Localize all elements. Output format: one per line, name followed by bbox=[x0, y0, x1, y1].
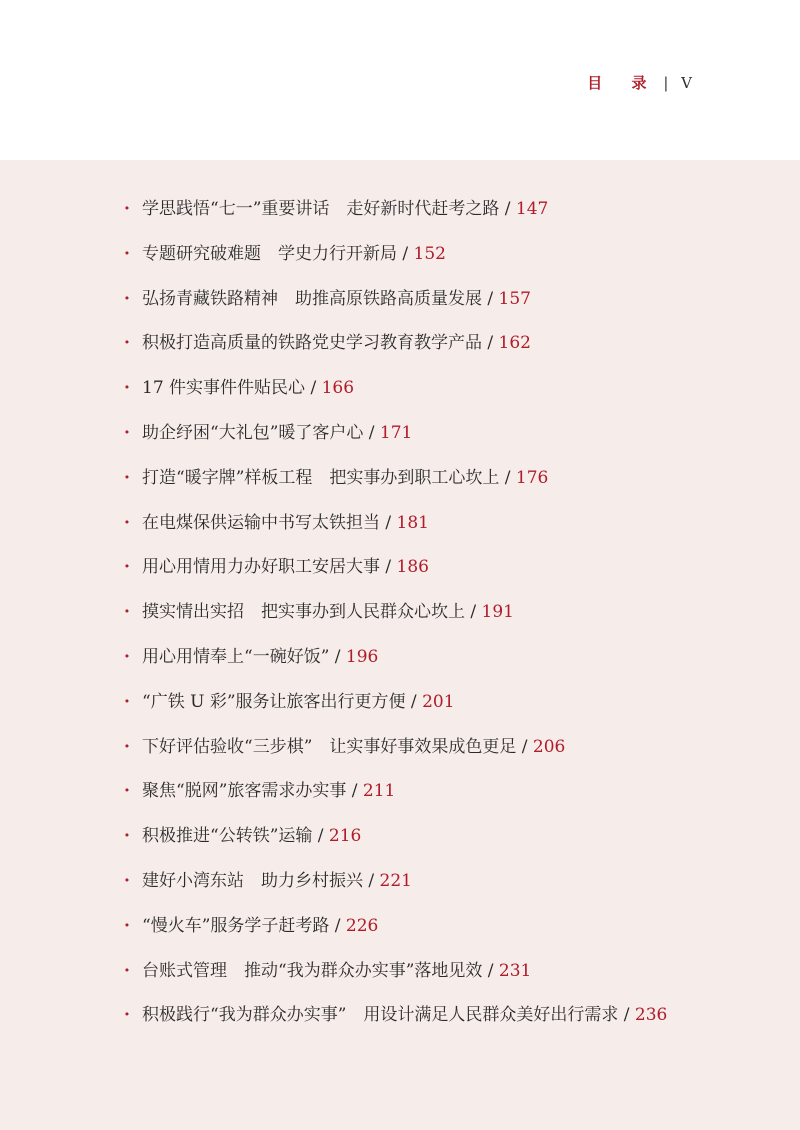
toc-page-number: 226 bbox=[345, 915, 379, 936]
toc-page-number: 176 bbox=[515, 467, 549, 488]
page-number-roman: V bbox=[681, 74, 692, 92]
toc-entry-title: 用心用情奉上“一碗好饭” / bbox=[142, 646, 346, 667]
toc-entry[interactable] bbox=[124, 913, 667, 958]
bullet-icon: · bbox=[124, 557, 130, 578]
toc-entry-title: 下好评估验收“三步棋” 让实事好事效果成色更足 / bbox=[142, 736, 533, 757]
bullet-icon: · bbox=[124, 870, 130, 891]
toc-page-number: 231 bbox=[498, 960, 532, 981]
toc-entry-title: 打造“暖字牌”样板工程 把实事办到职工心坎上 / bbox=[142, 467, 516, 488]
toc-entry[interactable] bbox=[124, 196, 667, 241]
bullet-icon: · bbox=[124, 691, 130, 712]
bullet-icon: · bbox=[124, 602, 130, 623]
toc-entry-title: 建好小湾东站 助力乡村振兴 / bbox=[142, 870, 380, 891]
toc-page-number: 171 bbox=[379, 422, 413, 443]
toc-entry-title: 积极打造高质量的铁路党史学习教育教学产品 / bbox=[142, 333, 499, 354]
bullet-icon: · bbox=[124, 646, 130, 667]
bullet-icon: · bbox=[124, 422, 130, 443]
bullet-icon: · bbox=[124, 1005, 130, 1026]
toc-entry-title: 用心用情用力办好职工安居大事 / bbox=[142, 557, 397, 578]
section-title: 目 录 bbox=[587, 74, 659, 92]
toc-entry[interactable] bbox=[124, 286, 667, 331]
toc-entry[interactable] bbox=[124, 958, 667, 1003]
bullet-icon: · bbox=[124, 781, 130, 802]
toc-entry[interactable] bbox=[124, 241, 667, 286]
bullet-icon: · bbox=[124, 960, 130, 981]
toc-page-number: 147 bbox=[515, 199, 549, 219]
toc-page-number: 201 bbox=[422, 691, 455, 712]
toc-entry[interactable] bbox=[124, 420, 667, 465]
toc-entry[interactable] bbox=[124, 823, 667, 868]
bullet-icon: · bbox=[124, 243, 130, 264]
toc-page-number: 211 bbox=[362, 781, 396, 802]
toc-entry[interactable] bbox=[124, 510, 667, 555]
toc-page-number: 216 bbox=[328, 826, 362, 847]
bullet-icon: · bbox=[124, 826, 130, 847]
toc-page-number: 166 bbox=[321, 378, 355, 399]
toc-entry-title: 台账式管理 推动“我为群众办实事”落地见效 / bbox=[142, 960, 499, 981]
toc-entry-title: 积极推进“公转铁”运输 / bbox=[142, 826, 329, 847]
bullet-icon: · bbox=[124, 288, 130, 309]
toc-entry[interactable] bbox=[124, 554, 667, 599]
toc-page-number: 162 bbox=[498, 333, 531, 354]
running-head bbox=[587, 73, 692, 93]
toc-entry-title: 专题研究破难题 学史力行开新局 / bbox=[142, 243, 414, 264]
toc-entry[interactable] bbox=[124, 778, 667, 823]
toc-page-number: 157 bbox=[498, 288, 531, 309]
toc-entry-title: 学思践悟“七一”重要讲话 走好新时代赶考之路 / bbox=[142, 199, 516, 219]
toc-entry-title: 在电煤保供运输中书写太铁担当 / bbox=[142, 512, 397, 533]
toc-page-number: 236 bbox=[634, 1005, 668, 1026]
bullet-icon: · bbox=[124, 736, 130, 757]
page-header bbox=[0, 0, 800, 160]
toc-entry[interactable] bbox=[124, 465, 667, 510]
toc-entry[interactable] bbox=[124, 868, 667, 913]
toc-entry[interactable] bbox=[124, 734, 667, 779]
bullet-icon: · bbox=[124, 199, 130, 219]
toc-entry[interactable] bbox=[124, 330, 667, 375]
toc-entry[interactable] bbox=[124, 1002, 667, 1047]
toc-entry-title: “广铁 U 彩”服务让旅客出行更方便 / bbox=[142, 691, 423, 712]
toc-entry-title: 摸实情出实招 把实事办到人民群众心坎上 / bbox=[142, 602, 482, 623]
toc-entry-title: 17 件实事件件贴民心 / bbox=[142, 378, 322, 399]
toc-entry[interactable] bbox=[124, 644, 667, 689]
toc-list bbox=[124, 196, 667, 1047]
toc-page-number: 191 bbox=[481, 602, 514, 623]
header-separator: | bbox=[663, 74, 669, 92]
toc-entry[interactable] bbox=[124, 375, 667, 420]
bullet-icon: · bbox=[124, 333, 130, 354]
bullet-icon: · bbox=[124, 467, 130, 488]
toc-page-number: 181 bbox=[396, 512, 429, 533]
bullet-icon: · bbox=[124, 378, 130, 399]
toc-page-number: 196 bbox=[345, 646, 379, 667]
toc-page-number: 152 bbox=[413, 243, 446, 264]
toc-entry-title: “慢火车”服务学子赶考路 / bbox=[142, 915, 346, 936]
toc-entry-title: 助企纾困“大礼包”暖了客户心 / bbox=[142, 422, 380, 443]
toc-entry-title: 聚焦“脱网”旅客需求办实事 / bbox=[142, 781, 363, 802]
toc-entry[interactable] bbox=[124, 689, 667, 734]
toc-page-number: 221 bbox=[379, 870, 412, 891]
toc-entry[interactable] bbox=[124, 599, 667, 644]
toc-area bbox=[0, 160, 800, 1130]
toc-page-number: 186 bbox=[396, 557, 429, 578]
toc-entry-title: 弘扬青藏铁路精神 助推高原铁路高质量发展 / bbox=[142, 288, 499, 309]
toc-entry-title: 积极践行“我为群众办实事” 用设计满足人民群众美好出行需求 / bbox=[142, 1005, 635, 1026]
toc-page-number: 206 bbox=[532, 736, 566, 757]
bullet-icon: · bbox=[124, 915, 130, 936]
bullet-icon: · bbox=[124, 512, 130, 533]
